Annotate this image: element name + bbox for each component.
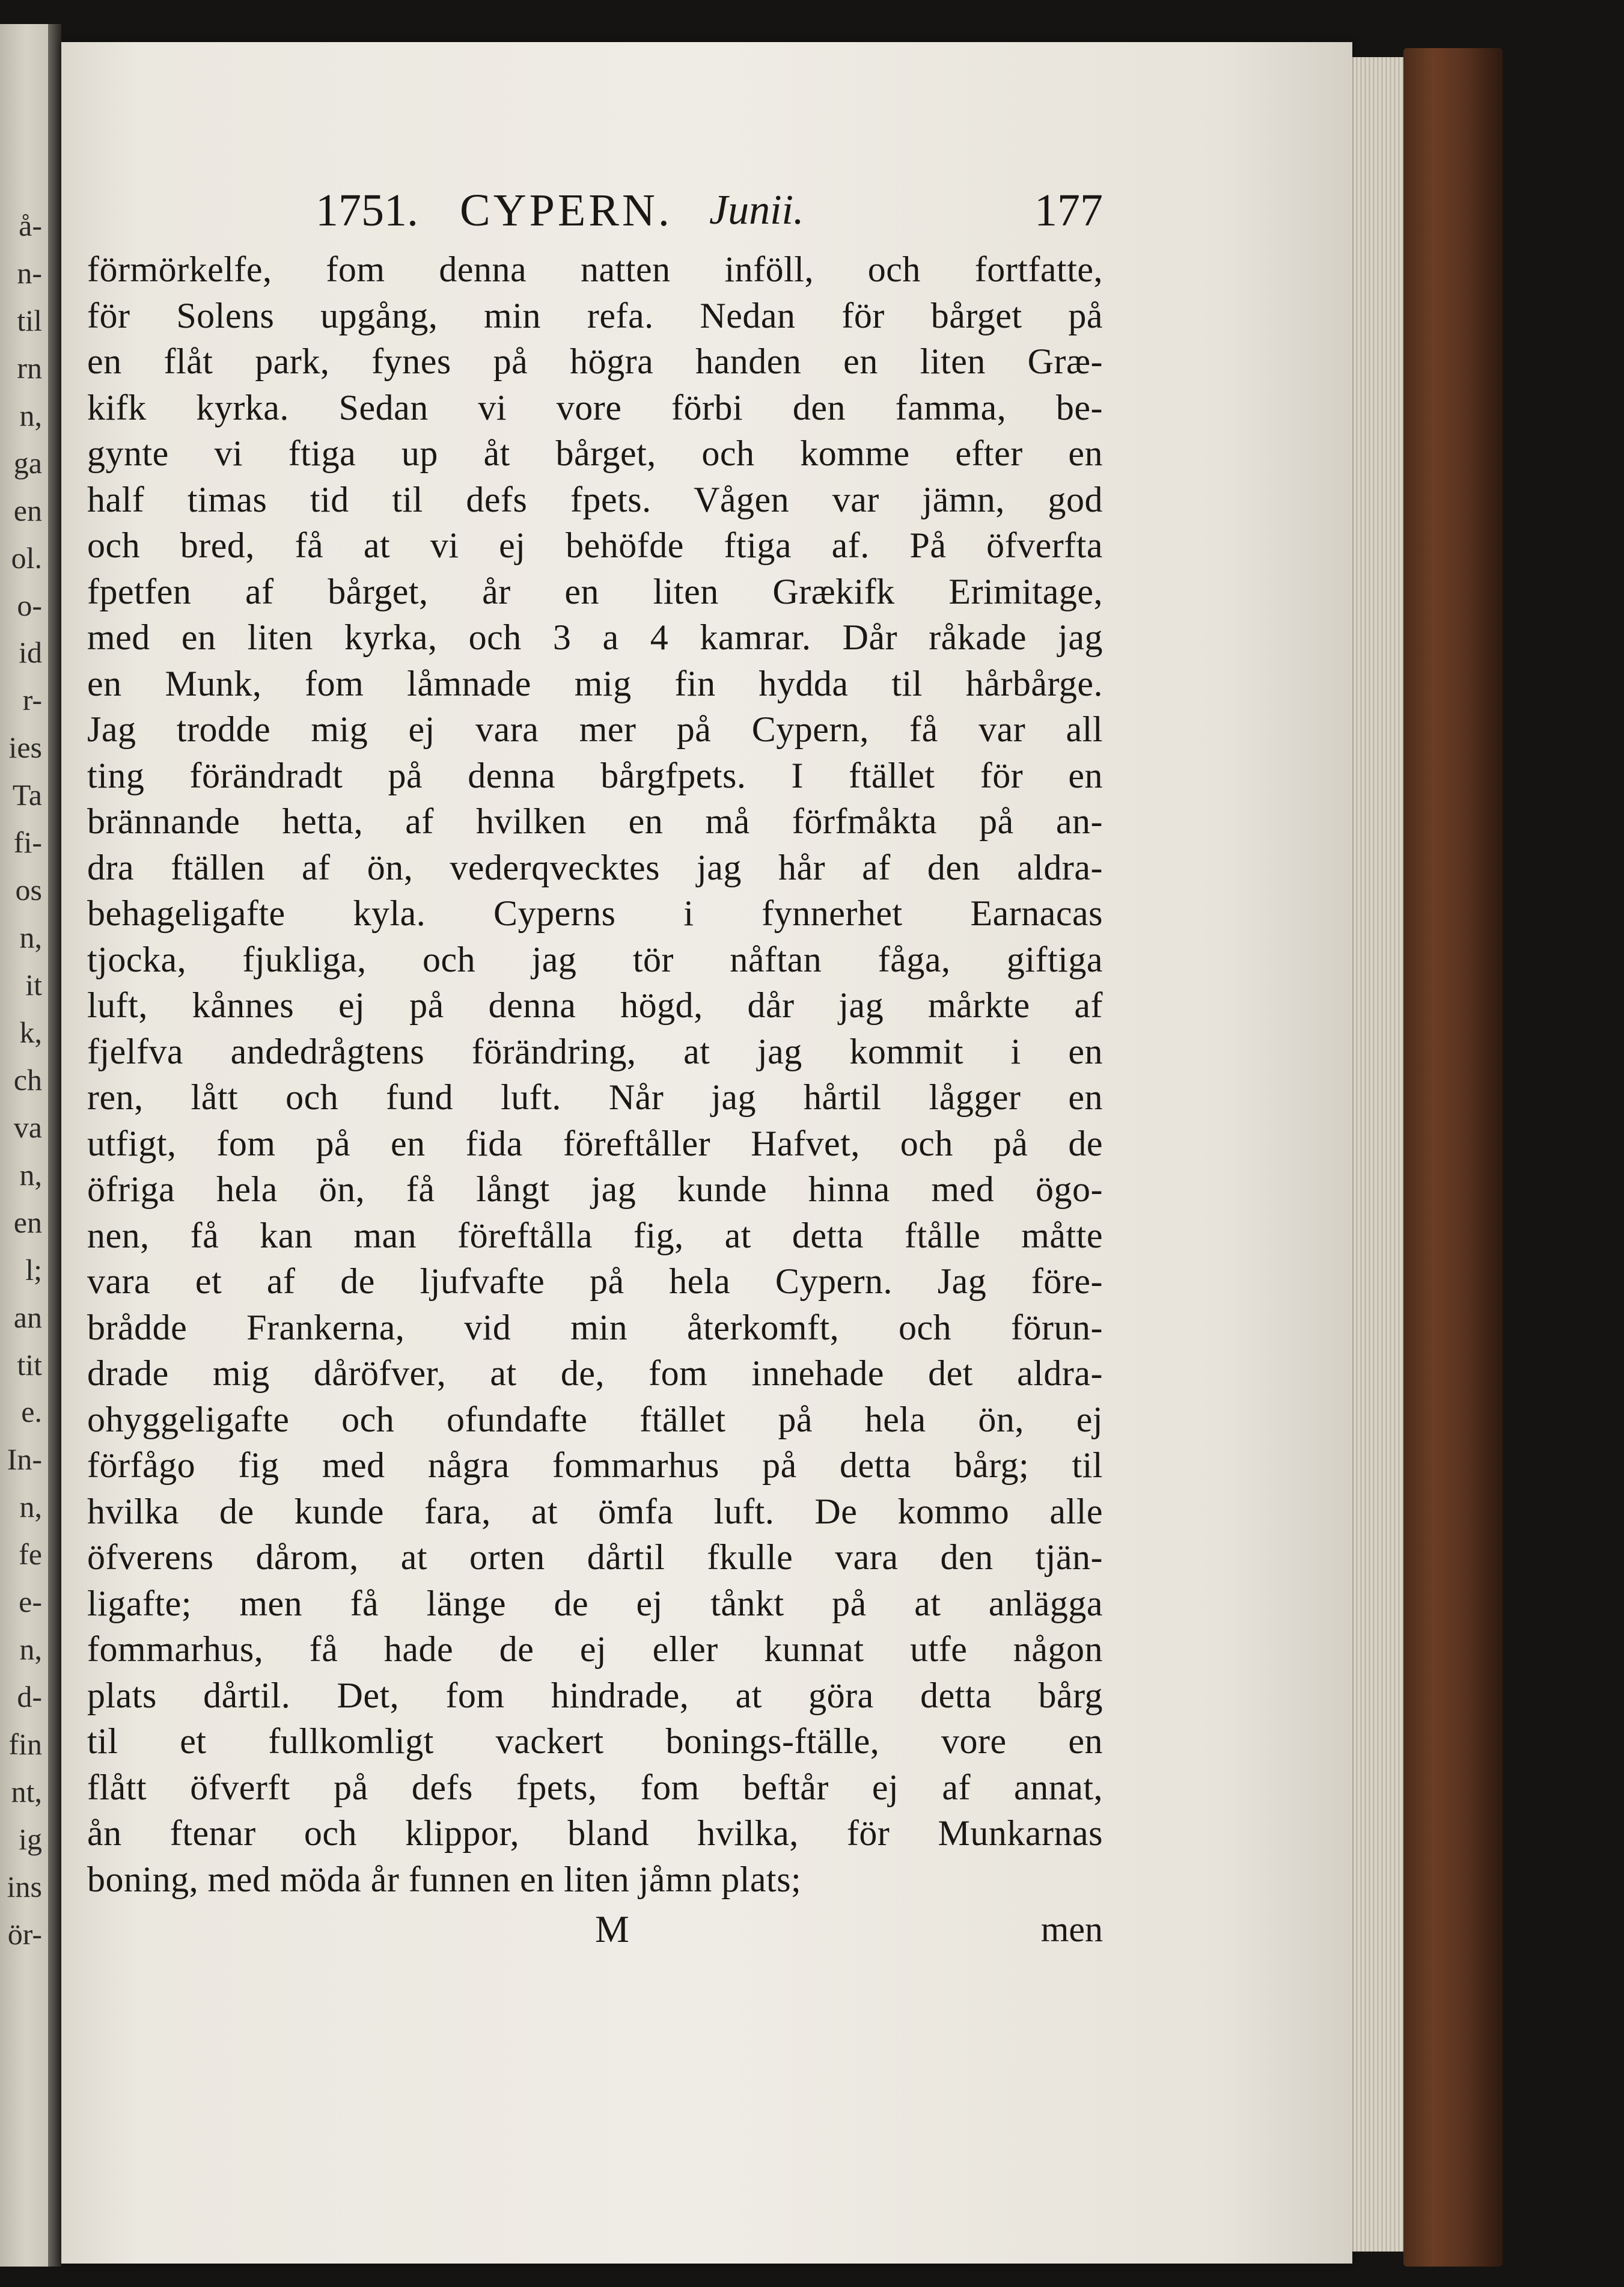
facing-page-line-fragment: ch <box>13 1064 42 1097</box>
text-line: ligafte; men få länge de ej tånkt på at anlägga <box>87 1583 1103 1623</box>
text-line: fommarhus, få hade de ej eller kunnat utfe någon <box>87 1629 1103 1669</box>
facing-page-line-fragment: d- <box>17 1682 42 1714</box>
facing-page-line-fragment: fi- <box>13 827 42 860</box>
text-line: ån ftenar och klippor, bland hvilka, för Munkarnas <box>87 1813 1103 1853</box>
text-line: en flåt park, fynes på högra handen en liten Græ- <box>87 341 1103 381</box>
text-line: ting förändradt på denna bårgfpets. I ftället för en <box>87 755 1103 795</box>
text-line: för Solens upgång, min refa. Nedan för bårget på <box>87 295 1103 335</box>
facing-page-text-fragments <box>0 210 48 1954</box>
facing-page-line-fragment: nt, <box>11 1776 42 1808</box>
page-number: 177 <box>1034 185 1103 236</box>
facing-page-line-fragment: r- <box>22 685 42 717</box>
facing-page-line-fragment: e- <box>19 1587 42 1619</box>
text-line: nen, få kan man föreftålla fig, at detta ftålle måtte <box>87 1215 1103 1255</box>
body-text <box>87 246 1103 1902</box>
facing-page-line-fragment: rn <box>17 352 42 385</box>
signature-mark: M <box>595 1908 629 1950</box>
text-line: ren, lått och fund luft. Når jag hårtil lågger en <box>87 1077 1103 1117</box>
running-head-month: Junii. <box>709 187 804 233</box>
facing-page-line-fragment: n, <box>19 400 42 432</box>
facing-page-line-fragment: n- <box>17 257 42 290</box>
facing-page-line-fragment: Ta <box>12 780 42 812</box>
book-gutter <box>48 24 61 2267</box>
text-line: fjelfva andedrågtens förändring, at jag kommit i en <box>87 1031 1103 1071</box>
facing-page-line-fragment: id <box>19 637 42 670</box>
facing-page-line-fragment: e. <box>21 1397 42 1429</box>
running-head <box>87 174 1103 246</box>
facing-page-line-fragment: l; <box>25 1254 42 1287</box>
facing-page-line-fragment: ig <box>19 1823 42 1856</box>
catchword: men <box>1040 1909 1103 1949</box>
text-line: flått öfverft på defs fpets, fom beftår ej af annat, <box>87 1767 1103 1807</box>
text-line: brännande hetta, af hvilken en må förfmåkta på an- <box>87 801 1103 841</box>
facing-page-line-fragment: fin <box>8 1729 42 1761</box>
text-line: half timas tid til defs fpets. Vågen var jämn, god <box>87 479 1103 519</box>
text-line: förmörkelfe, fom denna natten inföll, och fortfatte, <box>87 250 1103 289</box>
text-line: förfågo fig med några fommarhus på detta bårg; til <box>87 1445 1103 1485</box>
facing-page-line-fragment: ör- <box>7 1918 42 1951</box>
page-edges <box>1352 57 1405 2252</box>
text-line: utfigt, fom på en fida föreftåller Hafvet, och på de <box>87 1123 1103 1163</box>
text-line: dra ftällen af ön, vederqvecktes jag hår af den aldra- <box>87 847 1103 887</box>
text-line: öfverens dårom, at orten dårtil fkulle vara den tjän- <box>87 1537 1103 1577</box>
facing-page-line-fragment: n, <box>19 922 42 955</box>
facing-page-line-fragment: n, <box>19 1159 42 1192</box>
facing-page-line-fragment: til <box>17 305 42 337</box>
facing-page-line-fragment: ies <box>8 732 42 765</box>
page-footer <box>87 1902 1103 1956</box>
text-line: brådde Frankerna, vid min återkomft, och förun- <box>87 1307 1103 1347</box>
text-line: drade mig dåröfver, at de, fom innehade det aldra- <box>87 1353 1103 1393</box>
text-line: boning, med möda år funnen en liten jåmn plats; <box>87 1859 802 1899</box>
text-line: behageligafte kyla. Cyperns i fynnerhet Earnacas <box>87 893 1103 933</box>
text-line: fpetfen af bårget, år en liten Grækifk Erimitage, <box>87 571 1103 611</box>
text-block <box>87 174 1103 1956</box>
facing-page-line-fragment: os <box>15 875 42 907</box>
text-line: med en liten kyrka, och 3 a 4 kamrar. Dår råkade jag <box>87 617 1103 657</box>
facing-page-line-fragment: tit <box>17 1349 42 1382</box>
text-line: plats dårtil. Det, fom hindrade, at göra detta bårg <box>87 1675 1103 1715</box>
text-line: gynte vi ftiga up åt bårget, och komme efter en <box>87 433 1103 473</box>
text-line: och bred, få at vi ej behöfde ftiga af. På öfverfta <box>87 525 1103 565</box>
facing-page-line-fragment: en <box>13 495 42 527</box>
text-line: kifk kyrka. Sedan vi vore förbi den famma, be- <box>87 387 1103 427</box>
facing-page-line-fragment: k, <box>19 1017 42 1049</box>
facing-page-line-fragment: an <box>13 1302 42 1334</box>
leather-cover <box>1403 48 1503 2267</box>
facing-page-line-fragment: å- <box>19 210 42 242</box>
facing-page-line-fragment: ins <box>7 1871 42 1903</box>
text-line: en Munk, fom låmnade mig fin hydda til hårbårge. <box>87 663 1103 703</box>
facing-page-line-fragment: ga <box>13 447 42 480</box>
text-line: ohyggeligafte och ofundafte ftället på hela ön, ej <box>87 1399 1103 1439</box>
facing-page-line-fragment: o- <box>17 590 42 622</box>
facing-page-line-fragment: it <box>25 970 42 1002</box>
facing-page-line-fragment: In- <box>7 1444 42 1477</box>
running-head-year: 1751. <box>316 185 418 236</box>
text-line: luft, kånnes ej på denna högd, dår jag mårkte af <box>87 985 1103 1025</box>
text-line: tjocka, fjukliga, och jag tör nåftan fåga, giftiga <box>87 939 1103 979</box>
text-line: til et fullkomligt vackert bonings-ftälle, vore en <box>87 1721 1103 1761</box>
text-line: öfriga hela ön, få långt jag kunde hinna med ögo- <box>87 1169 1103 1209</box>
facing-page-line-fragment: n, <box>19 1634 42 1667</box>
facing-page-line-fragment: n, <box>19 1492 42 1524</box>
facing-page-line-fragment: ol. <box>11 542 42 575</box>
facing-page-line-fragment: va <box>13 1112 42 1144</box>
running-head-place: CYPERN. <box>460 185 673 236</box>
text-line: Jag trodde mig ej vara mer på Cypern, få var all <box>87 709 1103 749</box>
text-line: vara et af de ljufvafte på hela Cypern. Jag före- <box>87 1261 1103 1301</box>
facing-page-line-fragment: en <box>13 1207 42 1239</box>
text-line: hvilka de kunde fara, at ömfa luft. De kommo alle <box>87 1491 1103 1531</box>
facing-page-line-fragment: fe <box>19 1539 42 1572</box>
